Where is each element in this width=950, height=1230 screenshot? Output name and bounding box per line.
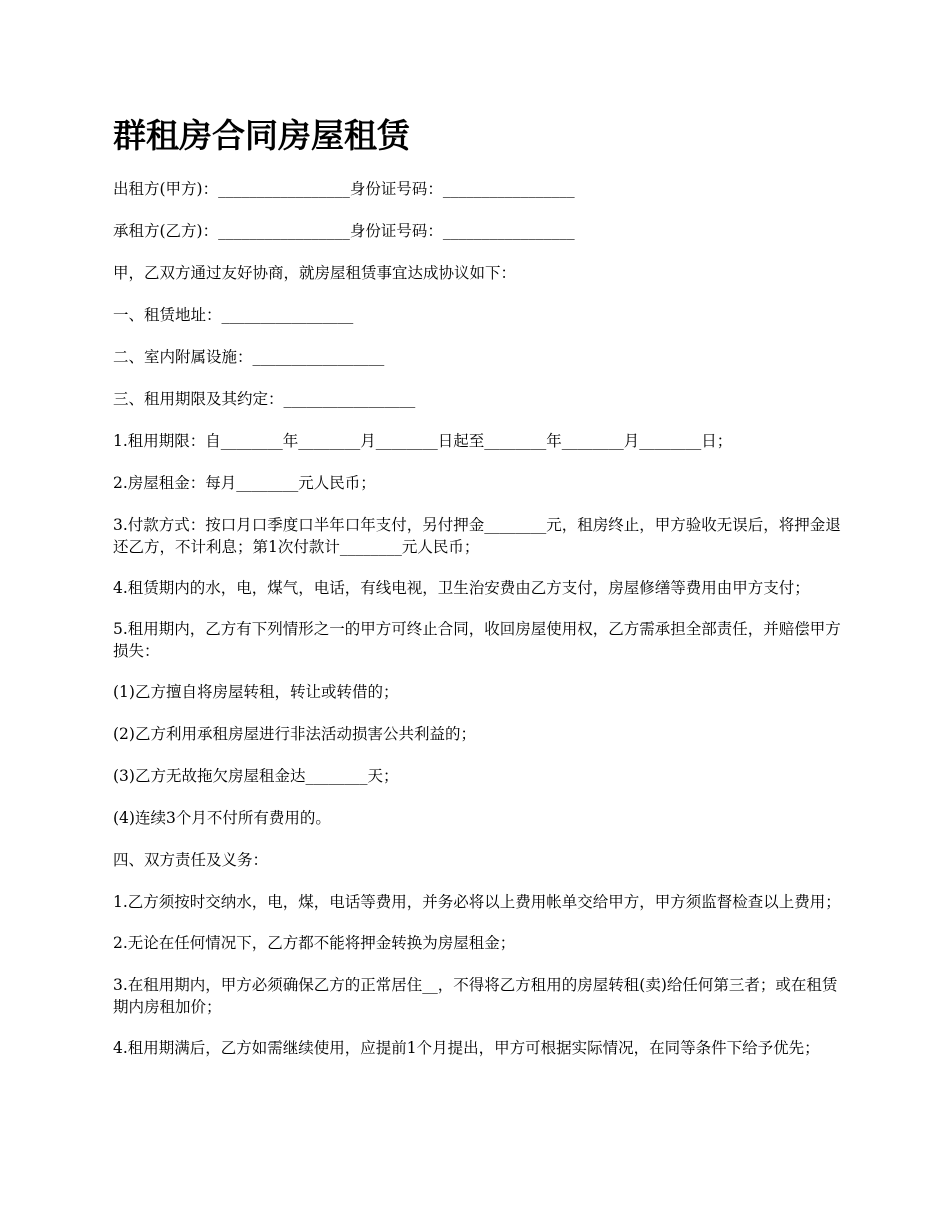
paragraph-duty-3: 3.在租用期内，甲方必须确保乙方的正常居住__，不得将乙方租用的房屋转租(卖)给任何第三者；或在租赁期内房租加价； xyxy=(113,976,838,1016)
paragraph-term-heading: 三、租用期限及其约定：_________________ xyxy=(113,390,416,408)
paragraph-payment: 3.付款方式：按口月口季度口半年口年支付，另付押金________元，租房终止，甲方验收无误后，将押金退还乙方，不计利息；第1次付款计________元人民币； xyxy=(113,516,841,556)
paragraph-duty-2: 2.无论在任何情况下，乙方都不能将押金转换为房屋租金； xyxy=(113,934,516,952)
paragraph-lessee: 承租方(乙方)：_________________身份证号码：_________________ xyxy=(113,222,575,240)
paragraph-case-1: (1)乙方擅自将房屋转租，转让或转借的； xyxy=(113,683,399,701)
paragraph-address: 一、租赁地址：_________________ xyxy=(113,306,354,324)
paragraph-duty-4: 4.租用期满后，乙方如需继续使用，应提前1个月提出，甲方可根据实际情况，在同等条件下给予优先； xyxy=(113,1039,820,1057)
document-page xyxy=(113,112,843,1078)
paragraph-case-4: (4)连续3个月不付所有费用的。 xyxy=(113,809,331,827)
paragraph-intro: 甲，乙双方通过友好协商，就房屋租赁事宜达成协议如下： xyxy=(113,264,517,282)
paragraph-duty-1: 1.乙方须按时交纳水，电，煤，电话等费用，并务必将以上费用帐单交给甲方，甲方须监督检查以上费用； xyxy=(113,893,841,911)
paragraph-termination: 5.租用期内，乙方有下列情形之一的甲方可终止合同，收回房屋使用权，乙方需承担全部责任，并赔偿甲方损失： xyxy=(113,620,841,660)
paragraph-case-3: (3)乙方无故拖欠房屋租金达________天； xyxy=(113,767,399,785)
paragraph-lessor: 出租方(甲方)：_________________身份证号码：_________________ xyxy=(113,180,575,198)
document-title: 群租房合同房屋租赁 xyxy=(113,116,410,155)
paragraph-fees: 4.租赁期内的水，电，煤气，电话，有线电视，卫生治安费由乙方支付，房屋修缮等费用由甲方支付； xyxy=(113,579,810,597)
paragraph-case-2: (2)乙方利用承租房屋进行非法活动损害公共利益的； xyxy=(113,725,476,743)
paragraph-rent: 2.房屋租金：每月________元人民币； xyxy=(113,474,376,492)
paragraph-facilities: 二、室内附属设施：_________________ xyxy=(113,348,385,366)
paragraph-term: 1.租用期限：自________年________月________日起至________年________月________日； xyxy=(113,432,733,450)
paragraph-duties-heading: 四、双方责任及义务： xyxy=(113,851,269,869)
